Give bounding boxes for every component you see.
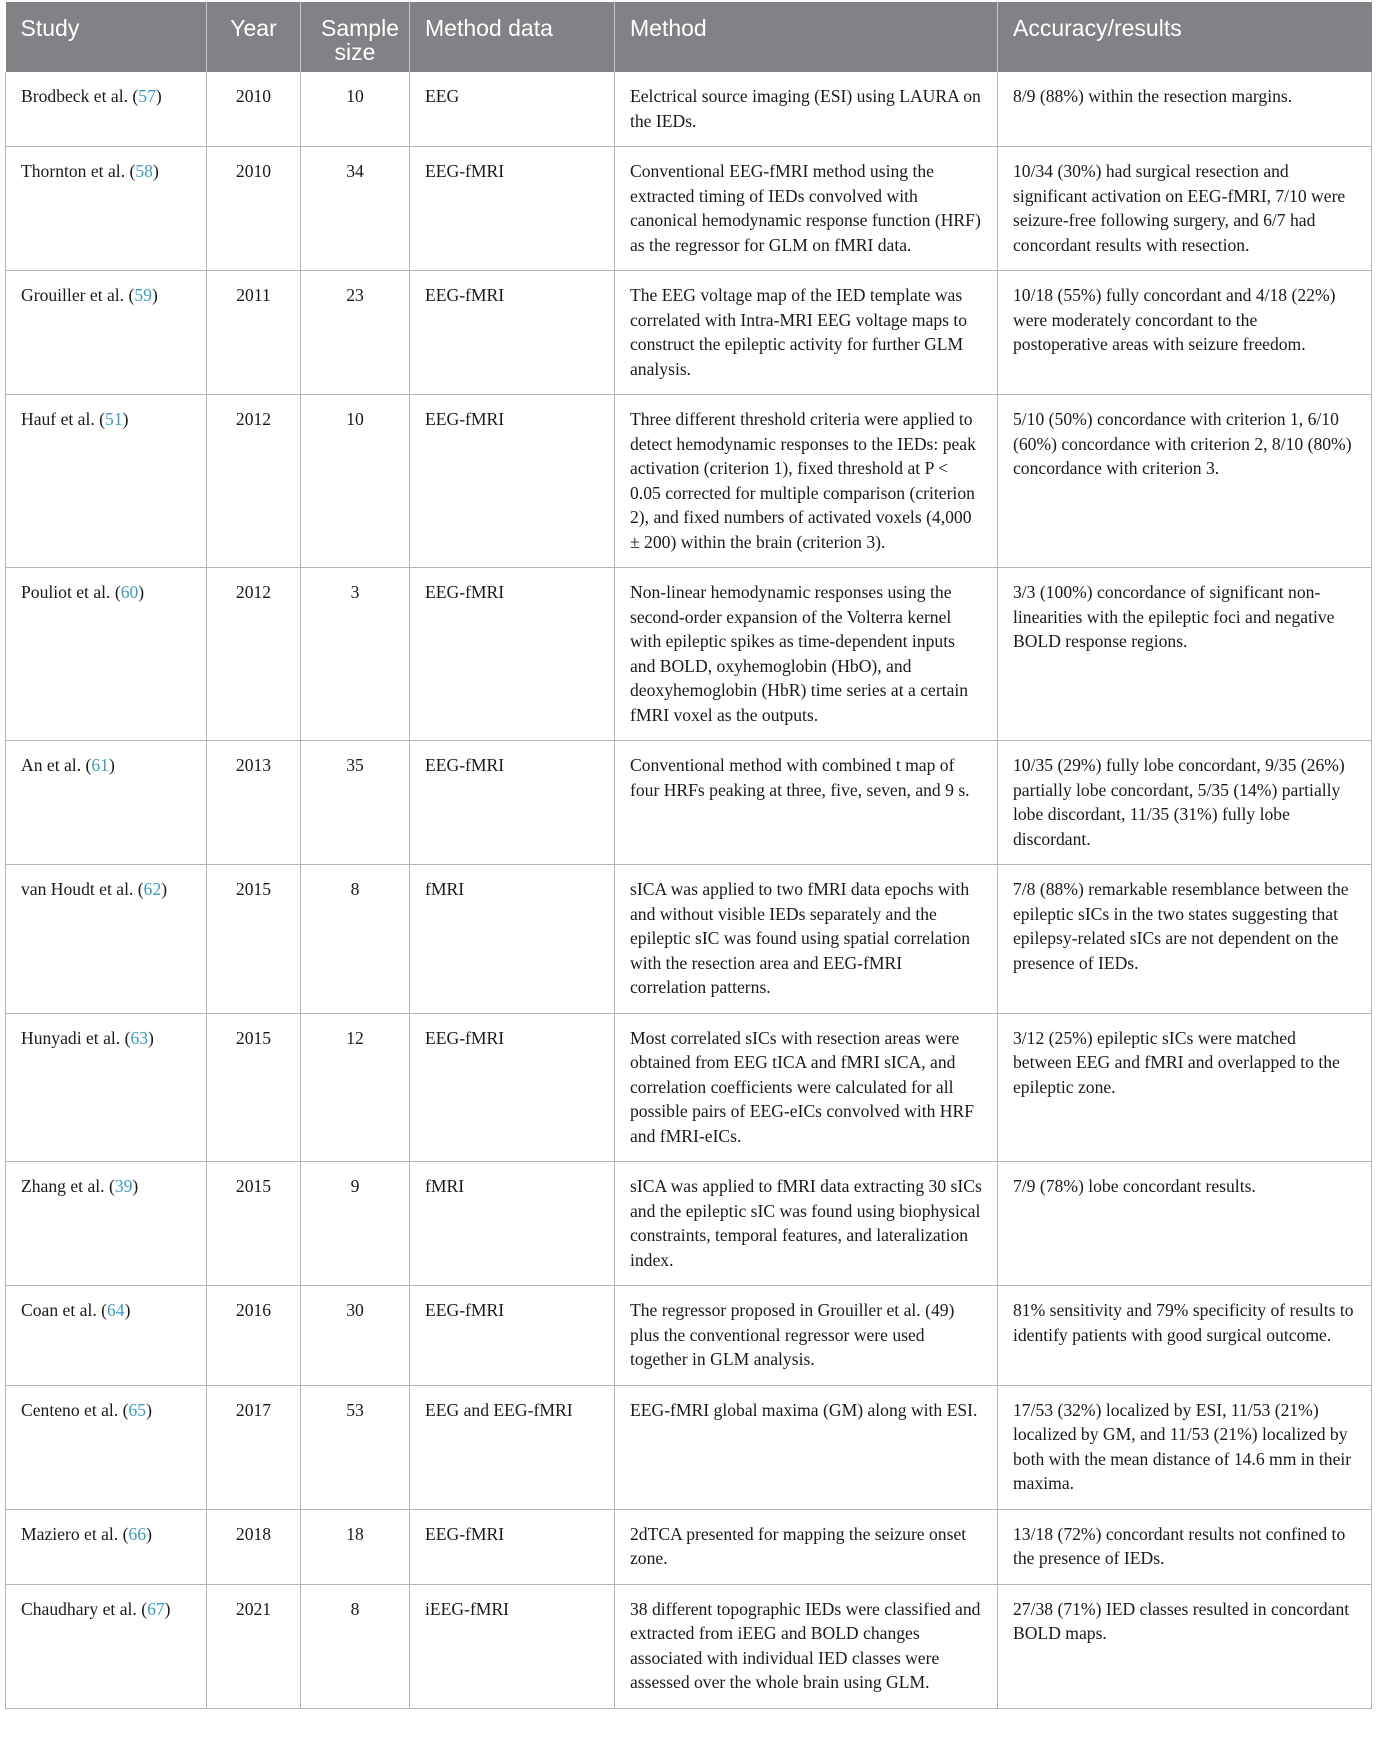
cell-year: 2012 <box>207 568 301 741</box>
cell-method-data: EEG-fMRI <box>410 271 615 395</box>
cell-sample-size: 18 <box>301 1509 410 1584</box>
cell-sample-size: 8 <box>301 865 410 1014</box>
table-row <box>6 1509 1372 1584</box>
cell-method: The EEG voltage map of the IED template was correlated with Intra-MRI EEG voltage maps to construct the epileptic activity for further GLM analysis. <box>615 271 998 395</box>
study-author: Coan et al. <box>21 1300 97 1320</box>
cell-study: Zhang et al. (39) <box>6 1162 207 1286</box>
reference-link[interactable]: 58 <box>135 161 153 181</box>
study-author: Chaudhary et al. <box>21 1598 137 1619</box>
cell-accuracy-results: 8/9 (88%) within the resection margins. <box>998 72 1372 147</box>
cell-method: Non-linear hemodynamic responses using the second-order expansion of the Volterra kernel with epileptic spikes as time-dependent inputs and BOLD, oxyhemoglobin (HbO), and deoxyhemoglobin (HbR) time series at a certain fMRI voxel as the outputs. <box>615 568 998 741</box>
study-author: Maziero et al. <box>21 1523 119 1544</box>
table-row <box>6 741 1372 865</box>
cell-method: Three different threshold criteria were applied to detect hemodynamic responses to the IEDs: peak activation (criterion 1), fixed threshold at P < 0.05 corrected for multiple comparison (criterion 2), and fixed numbers of activated voxels (4,000 ± 200) within the brain (criterion 3). <box>615 395 998 568</box>
cell-study: An et al. (61) <box>6 741 207 865</box>
table-row <box>6 1013 1372 1162</box>
cell-year: 2016 <box>207 1286 301 1386</box>
cell-accuracy-results: 10/35 (29%) fully lobe concordant, 9/35 (26%) partially lobe concordant, 5/35 (14%) partially lobe discordant, 11/35 (31%) fully lobe discordant. <box>998 741 1372 865</box>
cell-method: Most correlated sICs with resection areas were obtained from EEG tICA and fMRI sICA, and correlation coefficients were calculated for all possible pairs of EEG-eICs convolved with HRF and fMRI-eICs. <box>615 1013 998 1162</box>
study-author: Hunyadi et al. <box>21 1027 121 1048</box>
header-accuracy-results: Accuracy/results <box>998 2 1372 72</box>
cell-year: 2013 <box>207 741 301 865</box>
cell-method: sICA was applied to two fMRI data epochs with and without visible IEDs separately and the epileptic sIC was found using spatial correlation with the resection area and EEG-fMRI correlation patterns. <box>615 865 998 1014</box>
header-study: Study <box>6 2 207 72</box>
cell-method-data: EEG-fMRI <box>410 1286 615 1386</box>
reference-link[interactable]: 64 <box>107 1300 125 1320</box>
cell-study: van Houdt et al. (62) <box>6 865 207 1014</box>
cell-study: Chaudhary et al. (67) <box>6 1584 207 1708</box>
cell-year: 2015 <box>207 865 301 1014</box>
cell-sample-size: 9 <box>301 1162 410 1286</box>
study-author: Hauf et al. <box>21 409 95 429</box>
reference-link[interactable]: 59 <box>134 285 152 305</box>
cell-sample-size: 35 <box>301 741 410 865</box>
cell-method-data: EEG-fMRI <box>410 568 615 741</box>
cell-method: EEG-fMRI global maxima (GM) along with ESI. <box>615 1385 998 1509</box>
table-row <box>6 1286 1372 1386</box>
cell-method-data: EEG-fMRI <box>410 395 615 568</box>
study-author: van Houdt et al. <box>21 879 134 899</box>
cell-method-data: EEG-fMRI <box>410 147 615 271</box>
cell-accuracy-results: 7/9 (78%) lobe concordant results. <box>998 1162 1372 1286</box>
reference-link[interactable]: 61 <box>91 755 109 775</box>
cell-method-data: EEG-fMRI <box>410 1509 615 1584</box>
cell-method-data: fMRI <box>410 865 615 1014</box>
cell-year: 2011 <box>207 271 301 395</box>
cell-sample-size: 3 <box>301 568 410 741</box>
cell-sample-size: 53 <box>301 1385 410 1509</box>
study-author: Zhang et al. <box>21 1176 105 1196</box>
cell-study: Coan et al. (64) <box>6 1286 207 1386</box>
cell-year: 2018 <box>207 1509 301 1584</box>
cell-sample-size: 10 <box>301 395 410 568</box>
cell-method-data: EEG and EEG-fMRI <box>410 1385 615 1509</box>
cell-sample-size: 30 <box>301 1286 410 1386</box>
cell-sample-size: 8 <box>301 1584 410 1708</box>
table-row <box>6 1162 1372 1286</box>
cell-year: 2021 <box>207 1584 301 1708</box>
study-author: Pouliot et al. <box>21 582 111 602</box>
cell-year: 2010 <box>207 147 301 271</box>
cell-study: Maziero et al. (66) <box>6 1509 207 1584</box>
cell-accuracy-results: 10/18 (55%) fully concordant and 4/18 (22%) were moderately concordant to the postoperative areas with seizure freedom. <box>998 271 1372 395</box>
cell-method: Conventional method with combined t map of four HRFs peaking at three, five, seven, and 9 s. <box>615 741 998 865</box>
cell-method-data: fMRI <box>410 1162 615 1286</box>
cell-accuracy-results: 3/12 (25%) epileptic sICs were matched between EEG and fMRI and overlapped to the epileptic zone. <box>998 1013 1372 1162</box>
cell-accuracy-results: 7/8 (88%) remarkable resemblance between the epileptic sICs in the two states suggesting that epilepsy-related sICs are not dependent on the presence of IEDs. <box>998 865 1372 1014</box>
cell-study: Pouliot et al. (60) <box>6 568 207 741</box>
cell-sample-size: 12 <box>301 1013 410 1162</box>
cell-study: Hauf et al. (51) <box>6 395 207 568</box>
results-table-container <box>5 2 1371 1709</box>
table-row <box>6 865 1372 1014</box>
cell-method-data: EEG-fMRI <box>410 1013 615 1162</box>
reference-link[interactable]: 51 <box>105 409 123 429</box>
study-author: An et al. <box>21 755 82 775</box>
results-table <box>5 2 1372 1709</box>
cell-sample-size: 34 <box>301 147 410 271</box>
cell-study: Brodbeck et al. (57) <box>6 72 207 147</box>
table-row <box>6 72 1372 147</box>
cell-study: Hunyadi et al. (63) <box>6 1013 207 1162</box>
study-author: Grouiller et al. <box>21 285 125 305</box>
cell-method: sICA was applied to fMRI data extracting 30 sICs and the epileptic sIC was found using biophysical constraints, temporal features, and lateralization index. <box>615 1162 998 1286</box>
table-row <box>6 568 1372 741</box>
cell-method: Eelctrical source imaging (ESI) using LAURA on the IEDs. <box>615 72 998 147</box>
header-method-data: Method data <box>410 2 615 72</box>
cell-study: Grouiller et al. (59) <box>6 271 207 395</box>
reference-link[interactable]: 39 <box>114 1176 133 1196</box>
cell-method: 2dTCA presented for mapping the seizure onset zone. <box>615 1509 998 1584</box>
study-author: Thornton et al. <box>21 161 126 181</box>
reference-link[interactable]: 60 <box>120 582 139 602</box>
reference-link[interactable]: 62 <box>143 879 162 899</box>
table-row <box>6 1385 1372 1509</box>
cell-accuracy-results: 10/34 (30%) had surgical resection and significant activation on EEG-fMRI, 7/10 were seizure-free following surgery, and 6/7 had concordant results with resection. <box>998 147 1372 271</box>
cell-study: Thornton et al. (58) <box>6 147 207 271</box>
table-body <box>6 72 1372 1708</box>
study-author: Brodbeck et al. <box>21 86 128 106</box>
reference-link[interactable]: 67 <box>147 1598 165 1619</box>
cell-year: 2015 <box>207 1013 301 1162</box>
cell-year: 2017 <box>207 1385 301 1509</box>
table-row <box>6 147 1372 271</box>
header-sample-size: Sample size <box>301 2 410 72</box>
cell-sample-size: 10 <box>301 72 410 147</box>
cell-method: 38 different topographic IEDs were classified and extracted from iEEG and BOLD changes associated with individual IED classes were assessed over the whole brain using GLM. <box>615 1584 998 1708</box>
table-row <box>6 271 1372 395</box>
cell-method-data: EEG-fMRI <box>410 741 615 865</box>
cell-year: 2010 <box>207 72 301 147</box>
cell-method-data: iEEG-fMRI <box>410 1584 615 1708</box>
table-row <box>6 395 1372 568</box>
cell-accuracy-results: 27/38 (71%) IED classes resulted in concordant BOLD maps. <box>998 1584 1372 1708</box>
table-header-row <box>6 2 1372 72</box>
cell-year: 2012 <box>207 395 301 568</box>
cell-accuracy-results: 17/53 (32%) localized by ESI, 11/53 (21%) localized by GM, and 11/53 (21%) localized by both with the mean distance of 14.6 mm in their maxima. <box>998 1385 1372 1509</box>
cell-accuracy-results: 3/3 (100%) concordance of significant non-linearities with the epileptic foci and negative BOLD response regions. <box>998 568 1372 741</box>
cell-method: The regressor proposed in Grouiller et al. (49) plus the conventional regressor were used together in GLM analysis. <box>615 1286 998 1386</box>
header-year: Year <box>207 2 301 72</box>
cell-accuracy-results: 81% sensitivity and 79% specificity of results to identify patients with good surgical outcome. <box>998 1286 1372 1386</box>
cell-accuracy-results: 5/10 (50%) concordance with criterion 1, 6/10 (60%) concordance with criterion 2, 8/10 (80%) concordance with criterion 3. <box>998 395 1372 568</box>
reference-link[interactable]: 65 <box>128 1399 147 1420</box>
reference-link[interactable]: 63 <box>130 1027 149 1048</box>
cell-method-data: EEG <box>410 72 615 147</box>
table-row <box>6 1584 1372 1708</box>
cell-study: Centeno et al. (65) <box>6 1385 207 1509</box>
header-method: Method <box>615 2 998 72</box>
cell-accuracy-results: 13/18 (72%) concordant results not confined to the presence of IEDs. <box>998 1509 1372 1584</box>
study-author: Centeno et al. <box>21 1399 119 1420</box>
reference-link[interactable]: 57 <box>138 86 156 106</box>
reference-link[interactable]: 66 <box>128 1523 147 1544</box>
cell-year: 2015 <box>207 1162 301 1286</box>
cell-method: Conventional EEG-fMRI method using the extracted timing of IEDs convolved with canonical hemodynamic response function (HRF) as the regressor for GLM on fMRI data. <box>615 147 998 271</box>
cell-sample-size: 23 <box>301 271 410 395</box>
